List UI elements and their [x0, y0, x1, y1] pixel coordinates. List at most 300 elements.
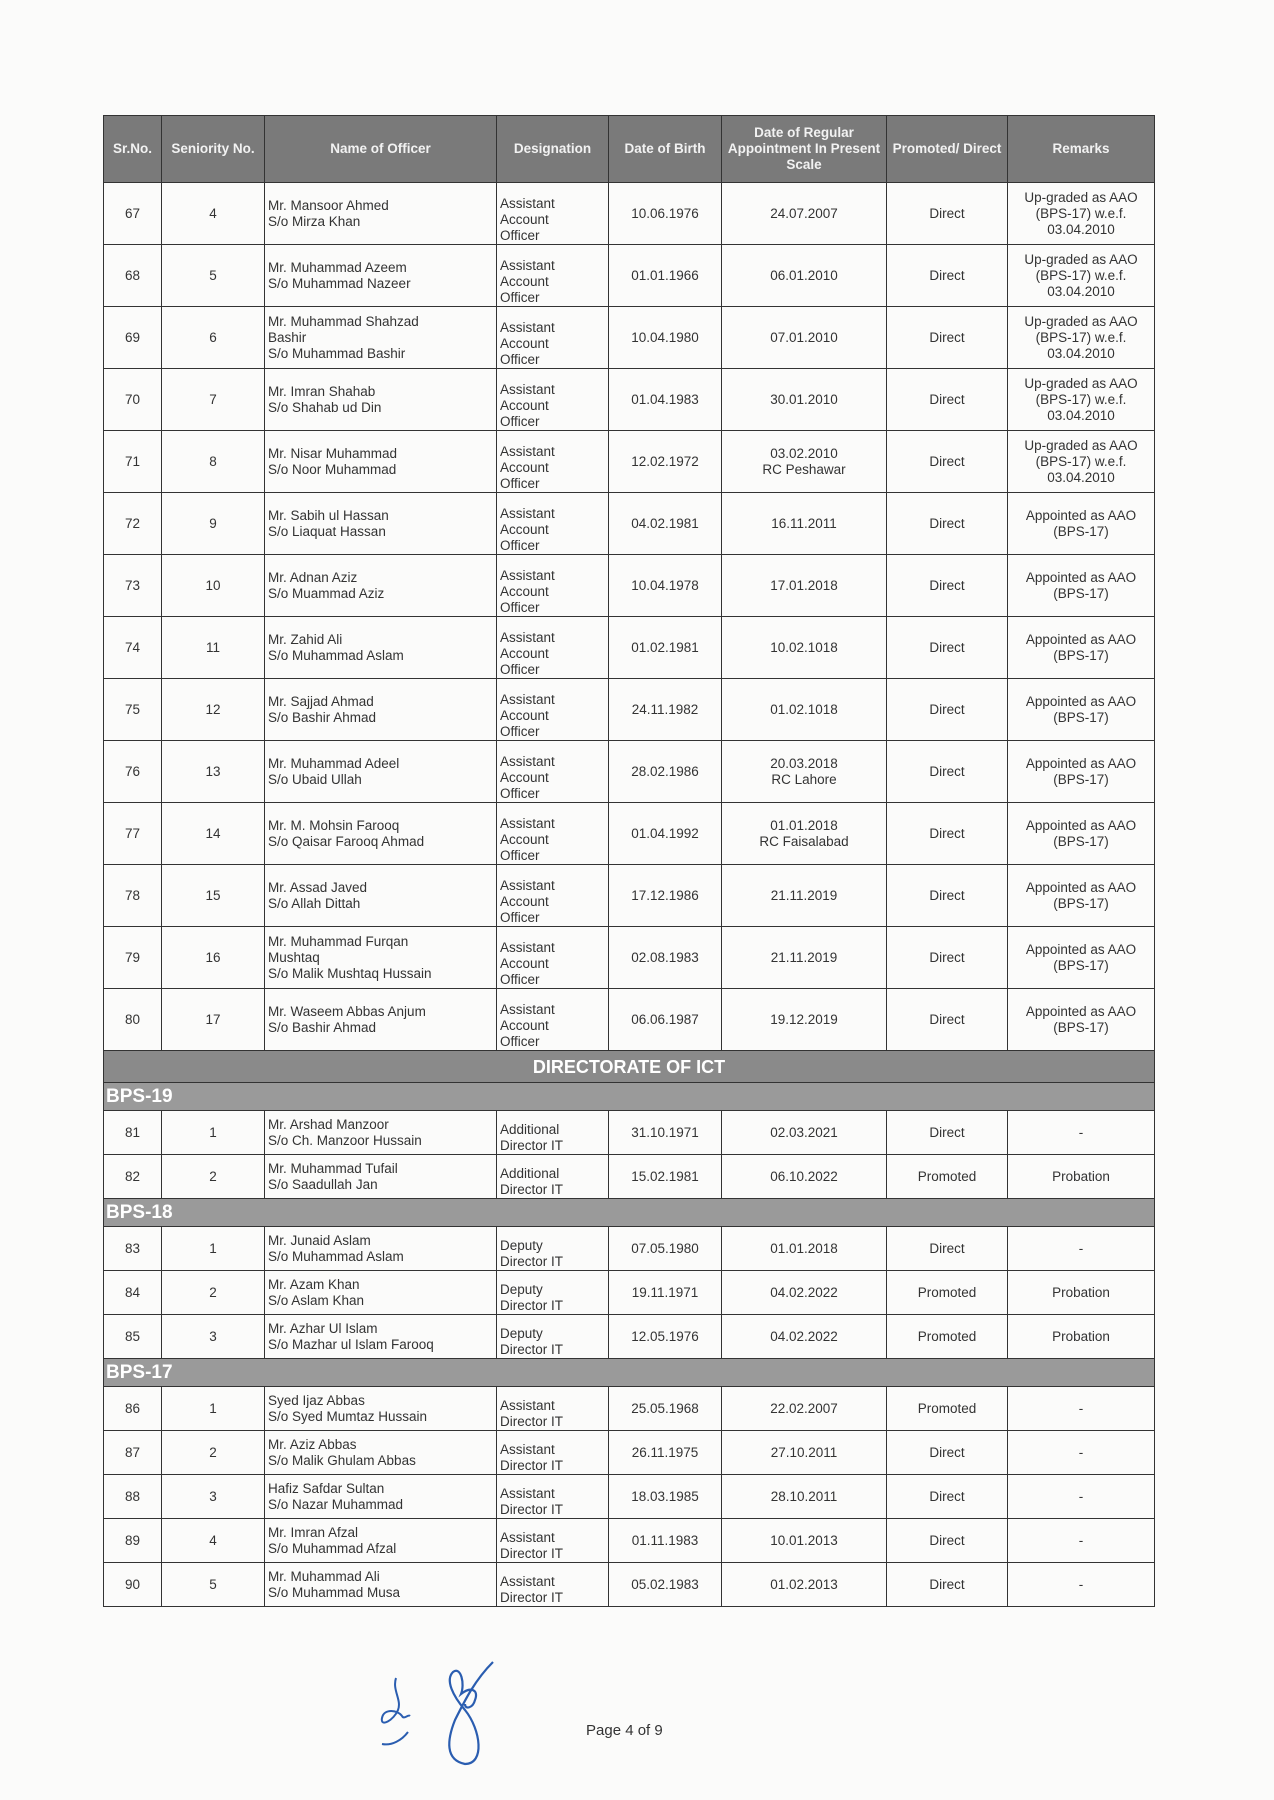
- officer-name-line: Bashir: [268, 329, 307, 345]
- table-row: [104, 1563, 1155, 1607]
- sr-no: 83: [104, 1227, 162, 1271]
- sr-no: 86: [104, 1387, 162, 1431]
- designation-line: Assistant: [500, 506, 555, 521]
- officer-name: [265, 1563, 497, 1607]
- designation-line: Director IT: [500, 1298, 564, 1313]
- date-of-birth: 04.02.1981: [609, 493, 722, 555]
- appointment-date: [722, 307, 887, 369]
- remarks-line: (BPS-17) w.e.f.: [1035, 205, 1127, 221]
- officer-name: [265, 1315, 497, 1359]
- appointment-date: [722, 617, 887, 679]
- designation: [497, 1563, 609, 1607]
- officer-name-line: Mr. Muhammad Adeel: [268, 755, 400, 771]
- officer-name-line: Mr. Sajjad Ahmad: [268, 693, 374, 709]
- sr-no: 82: [104, 1155, 162, 1199]
- appointment-date: [722, 369, 887, 431]
- designation-line: Assistant: [500, 444, 555, 459]
- remarks-line: -: [1078, 1124, 1084, 1140]
- designation-line: Director IT: [500, 1502, 564, 1517]
- remarks-line: Appointed as AAO: [1025, 817, 1137, 833]
- appointment-date-line: 07.01.2010: [770, 329, 838, 345]
- officer-name-line: S/o Mazhar ul Islam Farooq: [268, 1336, 434, 1352]
- officer-name-line: Mr. Muhammad Ali: [268, 1568, 380, 1584]
- date-of-birth: 12.05.1976: [609, 1315, 722, 1359]
- date-of-birth: 28.02.1986: [609, 741, 722, 803]
- date-of-birth: 25.05.1968: [609, 1387, 722, 1431]
- appointment-date-line: RC Peshawar: [762, 461, 846, 477]
- remarks-line: (BPS-17): [1053, 771, 1109, 787]
- designation-line: Officer: [500, 786, 540, 801]
- appointment-date: [722, 1315, 887, 1359]
- promoted-direct: Direct: [887, 307, 1008, 369]
- table-row: [104, 617, 1155, 679]
- appointment-date: [722, 1563, 887, 1607]
- date-of-birth: 18.03.1985: [609, 1475, 722, 1519]
- designation: [497, 1155, 609, 1199]
- designation: [497, 183, 609, 245]
- promoted-direct: Direct: [887, 369, 1008, 431]
- appointment-date-line: 10.02.1018: [770, 639, 838, 655]
- header-appointment-date: Date of Regular Appointment In Present Scale: [722, 116, 887, 183]
- officer-name: [265, 245, 497, 307]
- seniority-no: 4: [162, 1519, 265, 1563]
- appointment-date: [722, 431, 887, 493]
- remarks: [1008, 927, 1155, 989]
- remarks: [1008, 865, 1155, 927]
- seniority-no: 9: [162, 493, 265, 555]
- appointment-date: [722, 1519, 887, 1563]
- remarks: [1008, 183, 1155, 245]
- officer-name: [265, 555, 497, 617]
- remarks-line: Up-graded as AAO: [1024, 437, 1138, 453]
- officer-name-line: S/o Mirza Khan: [268, 213, 361, 229]
- seniority-no: 13: [162, 741, 265, 803]
- designation-line: Director IT: [500, 1590, 564, 1605]
- remarks-line: Up-graded as AAO: [1024, 251, 1138, 267]
- designation-line: Officer: [500, 910, 540, 925]
- seniority-no: 4: [162, 183, 265, 245]
- appointment-date: [722, 1431, 887, 1475]
- date-of-birth: 02.08.1983: [609, 927, 722, 989]
- designation-line: Officer: [500, 228, 540, 243]
- officer-name-line: S/o Muammad Aziz: [268, 585, 385, 601]
- date-of-birth: 07.05.1980: [609, 1227, 722, 1271]
- appointment-date-line: 01.02.1018: [770, 701, 838, 717]
- appointment-date: [722, 741, 887, 803]
- officer-name-line: Mr. Muhammad Tufail: [268, 1160, 398, 1176]
- remarks: [1008, 307, 1155, 369]
- table-row: [104, 1475, 1155, 1519]
- designation-line: Assistant: [500, 258, 555, 273]
- table-row: [104, 741, 1155, 803]
- remarks-line: (BPS-17) w.e.f.: [1035, 267, 1127, 283]
- officer-name: [265, 1431, 497, 1475]
- designation: [497, 1271, 609, 1315]
- sr-no: 80: [104, 989, 162, 1051]
- officer-name-line: S/o Muhammad Afzal: [268, 1540, 397, 1556]
- remarks: [1008, 741, 1155, 803]
- designation-line: Assistant: [500, 630, 555, 645]
- officer-name: [265, 307, 497, 369]
- promoted-direct: Direct: [887, 555, 1008, 617]
- remarks-line: Up-graded as AAO: [1024, 313, 1138, 329]
- officer-name-line: S/o Nazar Muhammad: [268, 1496, 404, 1512]
- table-row: [104, 1387, 1155, 1431]
- remarks: [1008, 245, 1155, 307]
- designation: [497, 617, 609, 679]
- designation-line: Director IT: [500, 1254, 564, 1269]
- page-number: Page 4 of 9: [586, 1722, 663, 1739]
- table-row: [104, 431, 1155, 493]
- sr-no: 71: [104, 431, 162, 493]
- officer-name-line: Mr. Assad Javed: [268, 879, 368, 895]
- remarks-line: Appointed as AAO: [1025, 879, 1137, 895]
- table-row: [104, 803, 1155, 865]
- appointment-date-line: 04.02.2022: [770, 1284, 838, 1300]
- officer-name-line: Mr. Muhammad Furqan: [268, 933, 409, 949]
- designation: [497, 1387, 609, 1431]
- designation-line: Assistant: [500, 878, 555, 893]
- designation-line: Account: [500, 522, 549, 537]
- appointment-date: [722, 803, 887, 865]
- date-of-birth: 01.04.1983: [609, 369, 722, 431]
- designation: [497, 493, 609, 555]
- group-label: BPS-17: [104, 1359, 1155, 1387]
- appointment-date-line: 28.10.2011: [770, 1488, 838, 1504]
- remarks: [1008, 1315, 1155, 1359]
- appointment-date-line: 21.11.2019: [770, 887, 838, 903]
- officer-name: [265, 617, 497, 679]
- designation-line: Officer: [500, 290, 540, 305]
- table-row: [104, 927, 1155, 989]
- group-row: [104, 1199, 1155, 1227]
- appointment-date: [722, 989, 887, 1051]
- remarks-line: (BPS-17): [1053, 523, 1109, 539]
- designation-line: Officer: [500, 1034, 540, 1049]
- promoted-direct: Direct: [887, 803, 1008, 865]
- designation-line: Account: [500, 646, 549, 661]
- seniority-no: 12: [162, 679, 265, 741]
- date-of-birth: 01.04.1992: [609, 803, 722, 865]
- officer-name-line: Mr. Junaid Aslam: [268, 1232, 371, 1248]
- officer-name: [265, 865, 497, 927]
- sr-no: 72: [104, 493, 162, 555]
- table-row: [104, 1315, 1155, 1359]
- seniority-no: 1: [162, 1111, 265, 1155]
- seniority-no: 5: [162, 245, 265, 307]
- date-of-birth: 10.04.1980: [609, 307, 722, 369]
- date-of-birth: 31.10.1971: [609, 1111, 722, 1155]
- designation-line: Assistant: [500, 1530, 555, 1545]
- designation: [497, 1111, 609, 1155]
- remarks: [1008, 1431, 1155, 1475]
- seniority-no: 16: [162, 927, 265, 989]
- officer-name: [265, 493, 497, 555]
- table-row: [104, 679, 1155, 741]
- promoted-direct: Direct: [887, 1519, 1008, 1563]
- remarks-line: Probation: [1052, 1328, 1110, 1344]
- remarks-line: (BPS-17): [1053, 895, 1109, 911]
- designation-line: Deputy: [500, 1238, 543, 1253]
- table-row: [104, 1227, 1155, 1271]
- designation-line: Account: [500, 336, 549, 351]
- promoted-direct: Promoted: [887, 1155, 1008, 1199]
- appointment-date: [722, 1155, 887, 1199]
- header-row: [104, 116, 1155, 183]
- remarks: [1008, 1475, 1155, 1519]
- seniority-no: 3: [162, 1315, 265, 1359]
- designation-line: Assistant: [500, 196, 555, 211]
- header-name: Name of Officer: [265, 116, 497, 183]
- date-of-birth: 06.06.1987: [609, 989, 722, 1051]
- officer-name-line: Mr. Adnan Aziz: [268, 569, 358, 585]
- officer-name-line: Mr. Nisar Muhammad: [268, 445, 398, 461]
- designation-line: Additional: [500, 1122, 560, 1137]
- sr-no: 78: [104, 865, 162, 927]
- designation: [497, 679, 609, 741]
- designation-line: Officer: [500, 600, 540, 615]
- seniority-no: 7: [162, 369, 265, 431]
- designation: [497, 803, 609, 865]
- remarks: [1008, 1227, 1155, 1271]
- date-of-birth: 10.04.1978: [609, 555, 722, 617]
- officer-name: [265, 989, 497, 1051]
- remarks: [1008, 803, 1155, 865]
- date-of-birth: 01.02.1981: [609, 617, 722, 679]
- designation-line: Additional: [500, 1166, 560, 1181]
- promoted-direct: Direct: [887, 741, 1008, 803]
- appointment-date-line: 01.02.2013: [770, 1576, 838, 1592]
- seniority-no: 2: [162, 1271, 265, 1315]
- officer-name-line: S/o Muhammad Bashir: [268, 345, 406, 361]
- seniority-no: 17: [162, 989, 265, 1051]
- promoted-direct: Direct: [887, 617, 1008, 679]
- table-row: [104, 1155, 1155, 1199]
- designation: [497, 1315, 609, 1359]
- remarks: [1008, 617, 1155, 679]
- promoted-direct: Promoted: [887, 1387, 1008, 1431]
- remarks: [1008, 1519, 1155, 1563]
- designation-line: Assistant: [500, 568, 555, 583]
- designation: [497, 741, 609, 803]
- group-row: [104, 1359, 1155, 1387]
- officer-name-line: Mushtaq: [268, 949, 320, 965]
- remarks: [1008, 1111, 1155, 1155]
- designation-line: Officer: [500, 352, 540, 367]
- designation-line: Assistant: [500, 940, 555, 955]
- promoted-direct: Direct: [887, 245, 1008, 307]
- officer-name-line: S/o Aslam Khan: [268, 1292, 365, 1308]
- remarks: [1008, 1387, 1155, 1431]
- officer-name: [265, 1155, 497, 1199]
- promoted-direct: Direct: [887, 431, 1008, 493]
- promoted-direct: Promoted: [887, 1315, 1008, 1359]
- designation-line: Assistant: [500, 1574, 555, 1589]
- appointment-date: [722, 1111, 887, 1155]
- designation: [497, 1519, 609, 1563]
- officer-name-line: S/o Saadullah Jan: [268, 1176, 378, 1192]
- officer-name: [265, 183, 497, 245]
- date-of-birth: 01.01.1966: [609, 245, 722, 307]
- officer-name-line: Syed Ijaz Abbas: [268, 1392, 365, 1408]
- appointment-date: [722, 183, 887, 245]
- officer-name-line: Mr. Arshad Manzoor: [268, 1116, 389, 1132]
- officer-name-line: S/o Liaquat Hassan: [268, 523, 386, 539]
- officer-name-line: S/o Syed Mumtaz Hussain: [268, 1408, 428, 1424]
- remarks: [1008, 493, 1155, 555]
- promoted-direct: Direct: [887, 1563, 1008, 1607]
- officer-name-line: S/o Malik Ghulam Abbas: [268, 1452, 416, 1468]
- designation: [497, 989, 609, 1051]
- header-seniority-no: Seniority No.: [162, 116, 265, 183]
- group-row: [104, 1083, 1155, 1111]
- officer-name: [265, 927, 497, 989]
- designation-line: Account: [500, 398, 549, 413]
- remarks-line: (BPS-17): [1053, 833, 1109, 849]
- officer-name-line: S/o Qaisar Farooq Ahmad: [268, 833, 425, 849]
- officer-name-line: S/o Shahab ud Din: [268, 399, 382, 415]
- designation-line: Assistant: [500, 1002, 555, 1017]
- remarks-line: Up-graded as AAO: [1024, 375, 1138, 391]
- appointment-date: [722, 865, 887, 927]
- signature-1: [368, 1670, 428, 1755]
- appointment-date-line: 17.01.2018: [770, 577, 838, 593]
- sr-no: 89: [104, 1519, 162, 1563]
- table-row: [104, 1519, 1155, 1563]
- officer-name-line: S/o Noor Muhammad: [268, 461, 397, 477]
- designation-line: Account: [500, 274, 549, 289]
- sr-no: 87: [104, 1431, 162, 1475]
- appointment-date-line: 06.01.2010: [770, 267, 838, 283]
- table-row: [104, 989, 1155, 1051]
- officer-name-line: Mr. Mansoor Ahmed: [268, 197, 389, 213]
- officer-name: [265, 431, 497, 493]
- officer-name-line: Mr. Azhar Ul Islam: [268, 1320, 378, 1336]
- officer-name: [265, 1475, 497, 1519]
- remarks-line: (BPS-17) w.e.f.: [1035, 391, 1127, 407]
- designation-line: Officer: [500, 848, 540, 863]
- officer-name-line: Mr. Aziz Abbas: [268, 1436, 357, 1452]
- promoted-direct: Direct: [887, 493, 1008, 555]
- header-dob: Date of Birth: [609, 116, 722, 183]
- officer-name: [265, 679, 497, 741]
- remarks-line: Probation: [1052, 1168, 1110, 1184]
- designation: [497, 245, 609, 307]
- designation-line: Director IT: [500, 1414, 564, 1429]
- appointment-date: [722, 679, 887, 741]
- designation-line: Assistant: [500, 1442, 555, 1457]
- appointment-date-line: RC Faisalabad: [759, 833, 849, 849]
- officer-name-line: S/o Bashir Ahmad: [268, 1019, 377, 1035]
- designation-line: Account: [500, 708, 549, 723]
- designation-line: Assistant: [500, 692, 555, 707]
- designation-line: Officer: [500, 414, 540, 429]
- remarks-line: Appointed as AAO: [1025, 1003, 1137, 1019]
- promoted-direct: Direct: [887, 1111, 1008, 1155]
- designation-line: Director IT: [500, 1182, 564, 1197]
- designation-line: Account: [500, 832, 549, 847]
- remarks: [1008, 1563, 1155, 1607]
- appointment-date-line: 10.01.2013: [770, 1532, 838, 1548]
- appointment-date-line: 22.02.2007: [770, 1400, 838, 1416]
- remarks-line: 03.04.2010: [1047, 345, 1115, 361]
- designation-line: Director IT: [500, 1546, 564, 1561]
- appointment-date-line: 19.12.2019: [770, 1011, 838, 1027]
- designation-line: Account: [500, 212, 549, 227]
- remarks: [1008, 1271, 1155, 1315]
- designation: [497, 369, 609, 431]
- remarks: [1008, 369, 1155, 431]
- officer-name-line: S/o Ubaid Ullah: [268, 771, 362, 787]
- officer-name-line: S/o Muhammad Aslam: [268, 647, 404, 663]
- designation: [497, 555, 609, 617]
- date-of-birth: 19.11.1971: [609, 1271, 722, 1315]
- remarks-line: (BPS-17): [1053, 709, 1109, 725]
- remarks-line: Up-graded as AAO: [1024, 189, 1138, 205]
- appointment-date-line: 27.10.2011: [770, 1444, 838, 1460]
- date-of-birth: 17.12.1986: [609, 865, 722, 927]
- promoted-direct: Direct: [887, 989, 1008, 1051]
- header-designation: Designation: [497, 116, 609, 183]
- remarks-line: -: [1078, 1444, 1084, 1460]
- seniority-no: 2: [162, 1431, 265, 1475]
- remarks-line: 03.04.2010: [1047, 407, 1115, 423]
- table-row: [104, 183, 1155, 245]
- remarks-line: Appointed as AAO: [1025, 507, 1137, 523]
- sr-no: 69: [104, 307, 162, 369]
- officer-name: [265, 803, 497, 865]
- promoted-direct: Direct: [887, 1431, 1008, 1475]
- promoted-direct: Direct: [887, 865, 1008, 927]
- table-row: [104, 369, 1155, 431]
- remarks-line: Appointed as AAO: [1025, 693, 1137, 709]
- officer-name-line: Mr. Zahid Ali: [268, 631, 343, 647]
- officer-name-line: S/o Allah Dittah: [268, 895, 361, 911]
- remarks: [1008, 989, 1155, 1051]
- designation-line: Account: [500, 460, 549, 475]
- appointment-date-line: 20.03.2018: [770, 755, 838, 771]
- officer-name-line: S/o Ch. Manzoor Hussain: [268, 1132, 422, 1148]
- appointment-date-line: 06.10.2022: [770, 1168, 838, 1184]
- remarks-line: -: [1078, 1576, 1084, 1592]
- table-row: [104, 493, 1155, 555]
- designation-line: Officer: [500, 972, 540, 987]
- group-label: BPS-19: [104, 1083, 1155, 1111]
- designation: [497, 307, 609, 369]
- table-row: [104, 555, 1155, 617]
- table-row: [104, 865, 1155, 927]
- sr-no: 74: [104, 617, 162, 679]
- remarks-line: (BPS-17): [1053, 957, 1109, 973]
- sr-no: 68: [104, 245, 162, 307]
- date-of-birth: 10.06.1976: [609, 183, 722, 245]
- officer-name: [265, 1387, 497, 1431]
- promoted-direct: Direct: [887, 1475, 1008, 1519]
- designation-line: Deputy: [500, 1282, 543, 1297]
- officer-name-line: S/o Bashir Ahmad: [268, 709, 377, 725]
- sr-no: 84: [104, 1271, 162, 1315]
- designation-line: Officer: [500, 662, 540, 677]
- designation: [497, 927, 609, 989]
- officer-name: [265, 369, 497, 431]
- header-remarks: Remarks: [1008, 116, 1155, 183]
- appointment-date-line: 01.01.2018: [770, 1240, 838, 1256]
- sr-no: 70: [104, 369, 162, 431]
- date-of-birth: 24.11.1982: [609, 679, 722, 741]
- officer-name-line: S/o Muhammad Musa: [268, 1584, 401, 1600]
- sr-no: 79: [104, 927, 162, 989]
- promoted-direct: Direct: [887, 183, 1008, 245]
